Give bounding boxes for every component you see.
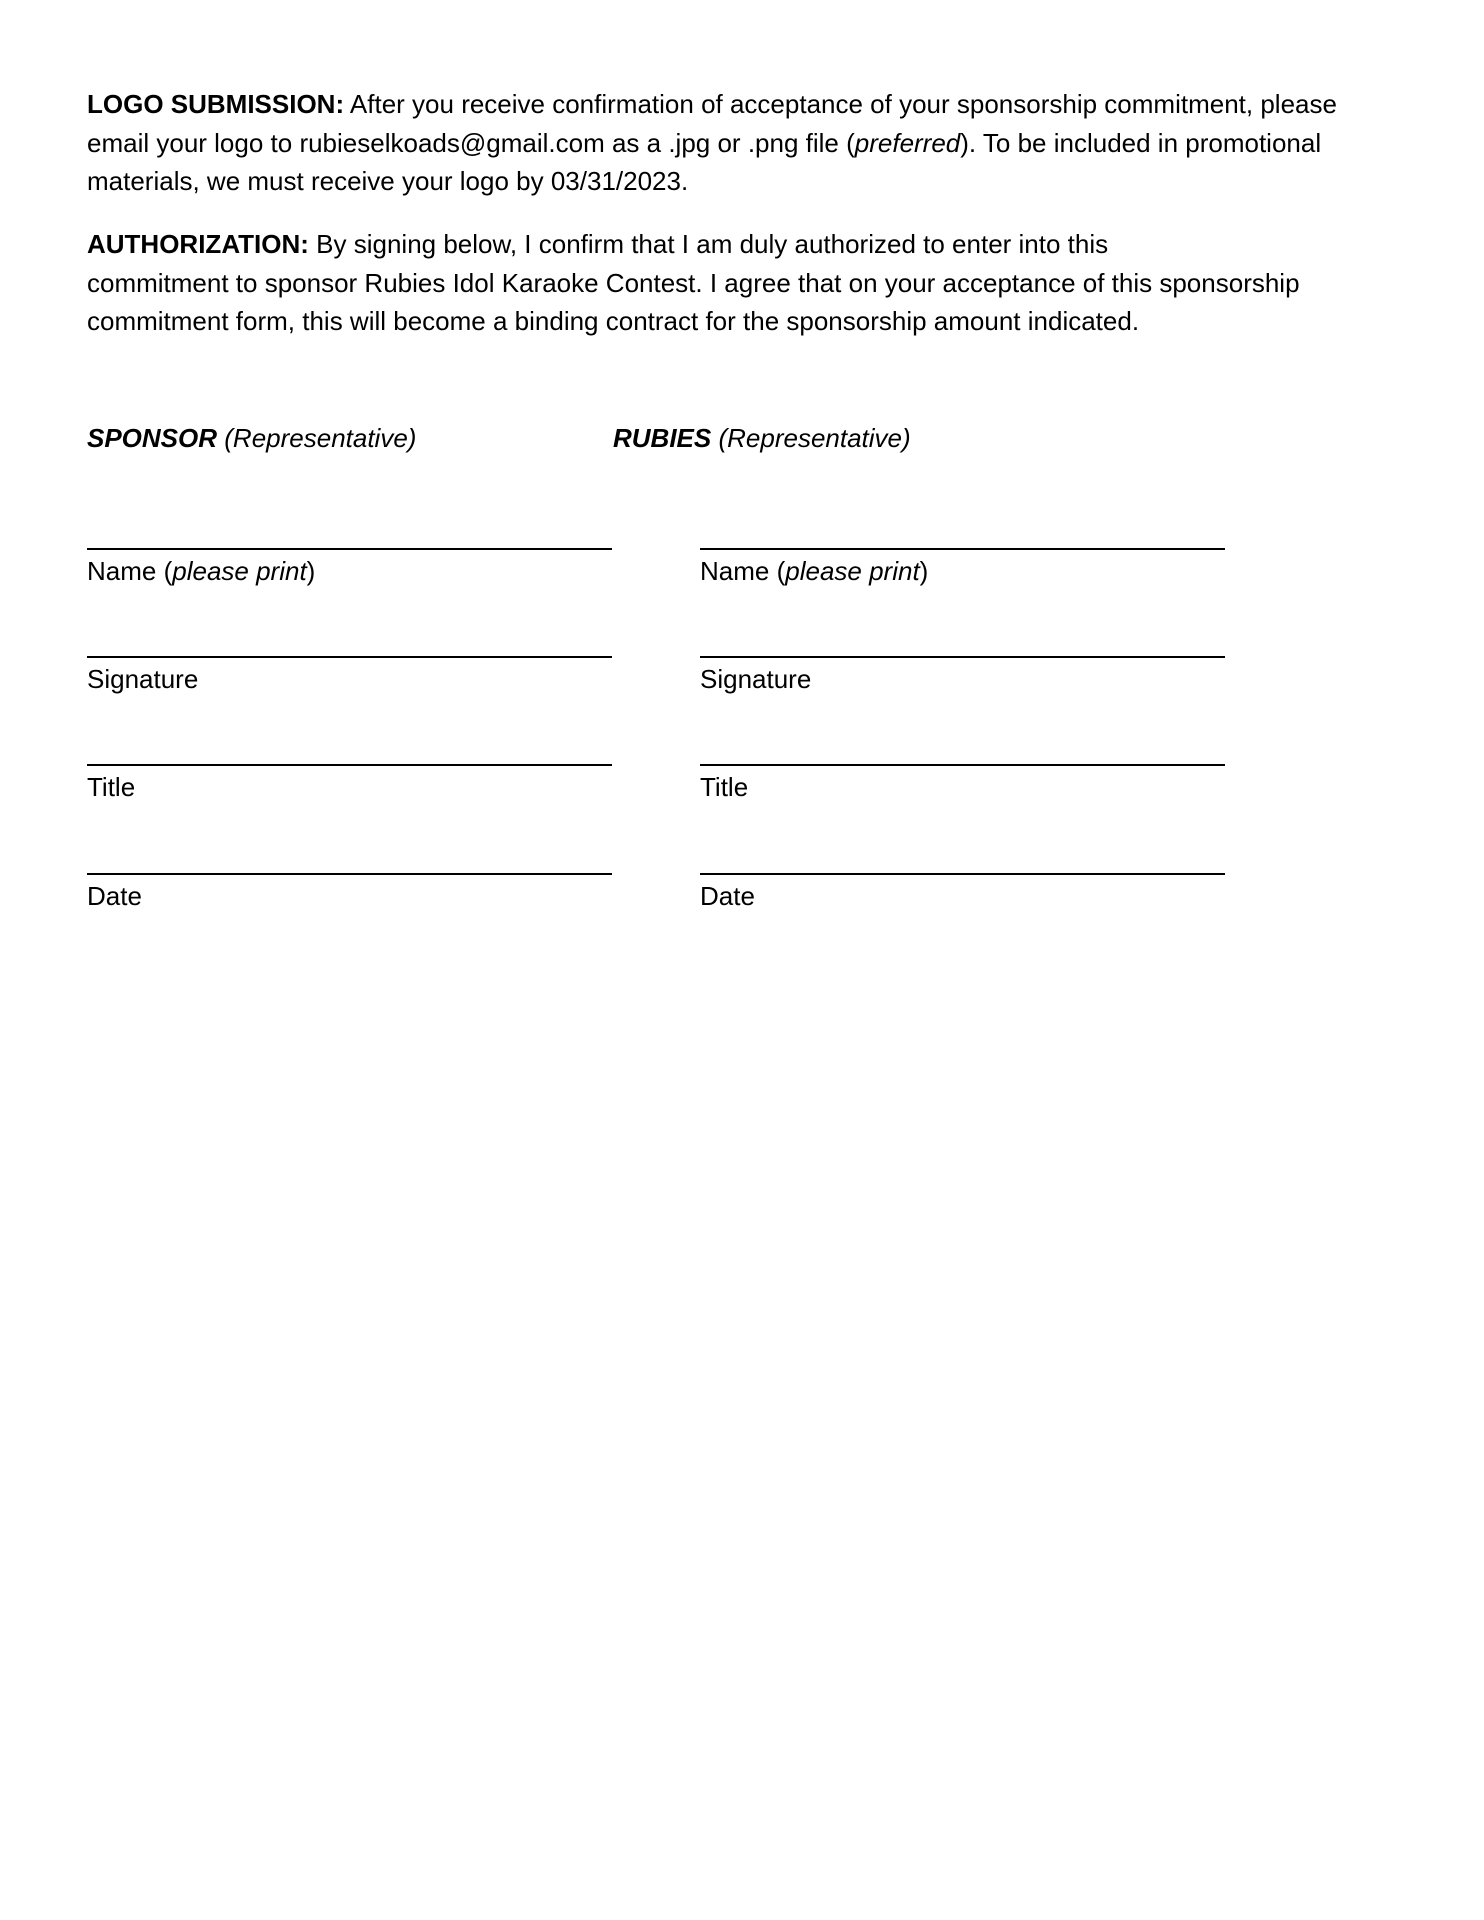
logo-submission-heading: LOGO SUBMISSION: xyxy=(87,89,345,119)
logo-submission-emphasis: preferred xyxy=(854,127,961,158)
sponsor-name-hint: please print xyxy=(172,556,307,586)
authorization-text-cont: commitment to sponsor Rubies Idol Karaoke Contest. I agree that on your acceptance of this sponsorship commitment form, this will become a binding contract for the sponsorship amount indicated. xyxy=(87,267,1300,336)
sponsor-title-line[interactable] xyxy=(87,764,612,766)
rubies-signature-label: Signature xyxy=(700,664,812,694)
rubies-name-label-text: Name ( xyxy=(700,556,786,586)
rubies-date-label: Date xyxy=(700,881,755,911)
rubies-title-label: Title xyxy=(700,772,749,802)
authorization-heading: AUTHORIZATION: xyxy=(87,229,309,259)
logo-submission-text-end: ). To be included in promotional materials, we must receive your logo by 03/31/2023. xyxy=(87,127,1322,196)
sponsor-name-label xyxy=(87,554,315,588)
rubies-name-label xyxy=(700,554,928,588)
rubies-title-line[interactable] xyxy=(700,764,1225,766)
sponsor-name-label-text: Name ( xyxy=(87,556,173,586)
rubies-date-line[interactable] xyxy=(700,873,1225,875)
sponsor-role: (Representative) xyxy=(217,423,417,453)
sponsor-name-label-close: ) xyxy=(306,556,316,586)
rubies-name-label-close: ) xyxy=(919,556,929,586)
sponsor-representative-heading xyxy=(87,419,416,457)
sponsor-signature-label: Signature xyxy=(87,664,199,694)
authorization-paragraph xyxy=(87,225,1387,341)
sponsor-title-label: Title xyxy=(87,772,136,802)
rubies-role: (Representative) xyxy=(711,423,911,453)
sponsor-name-line[interactable] xyxy=(87,548,612,550)
logo-submission-paragraph xyxy=(87,85,1387,201)
sponsor-signature-line[interactable] xyxy=(87,656,612,658)
sponsor-heading: SPONSOR xyxy=(87,423,218,453)
rubies-heading: RUBIES xyxy=(613,423,712,453)
rubies-name-hint: please print xyxy=(785,556,920,586)
sponsor-date-line[interactable] xyxy=(87,873,612,875)
rubies-signature-line[interactable] xyxy=(700,656,1225,658)
rubies-representative-heading xyxy=(613,419,911,457)
sponsor-date-label: Date xyxy=(87,881,142,911)
rubies-name-line[interactable] xyxy=(700,548,1225,550)
authorization-text: By signing below, I confirm that I am duly authorized to enter into this xyxy=(308,229,1109,259)
logo-submission-text: After you receive confirmation of acceptance of your sponsorship commitment, please email your logo to rubieselkoads@gmail.com as a .jpg or .png file ( xyxy=(87,89,1337,158)
